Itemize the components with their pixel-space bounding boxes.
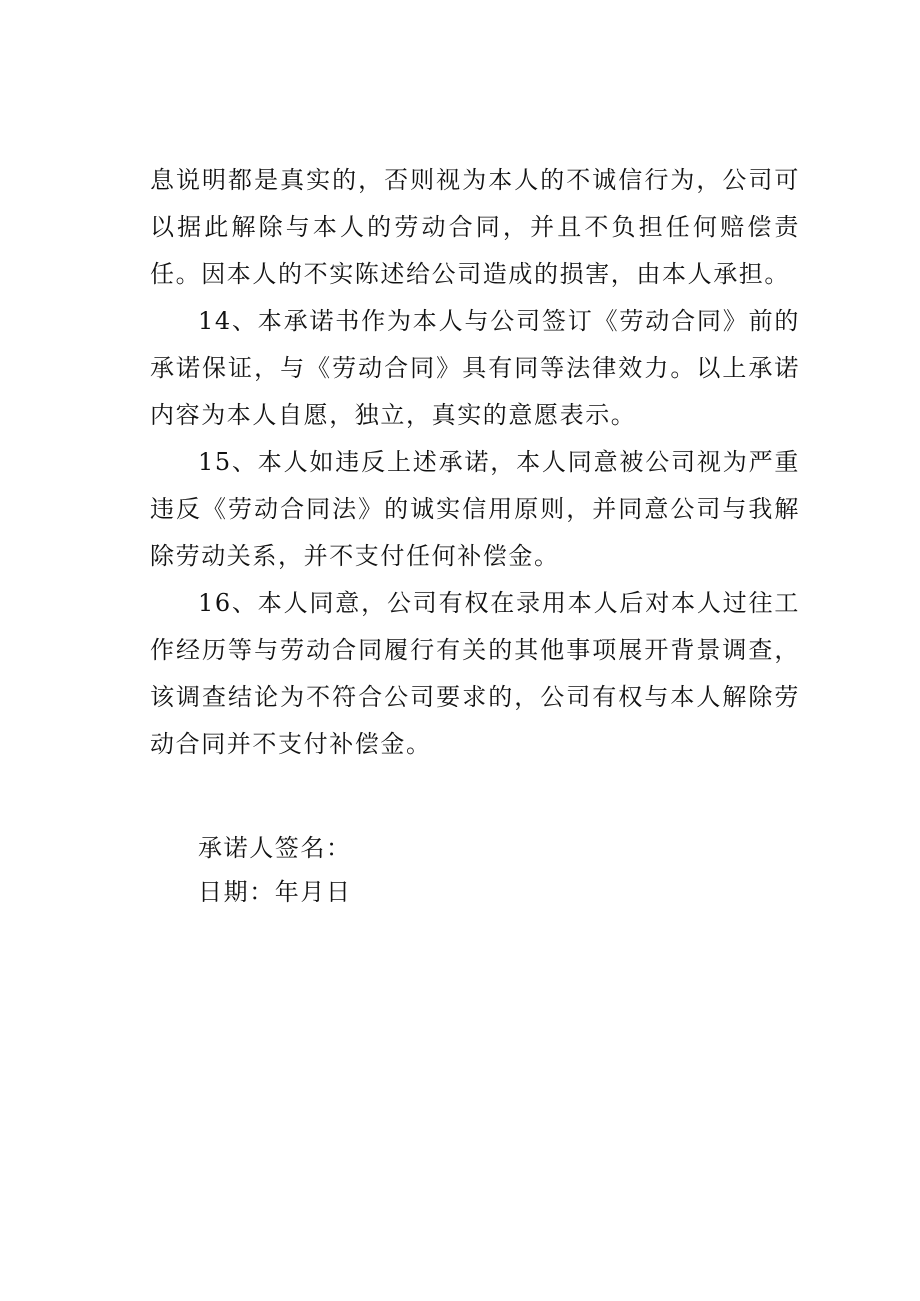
paragraph-15: 15、本人如违反上述承诺，本人同意被公司视为严重违反《劳动合同法》的诚实信用原则，并同意公司与我解除劳动关系，并不支付任何补偿金。	[150, 448, 800, 570]
paragraph-14: 14、本承诺书作为本人与公司签订《劳动合同》前的承诺保证，与《劳动合同》具有同等法律效力。以上承诺内容为本人自愿，独立，真实的意愿表示。	[150, 307, 800, 429]
date-label: 日期：年月日	[198, 878, 352, 906]
paragraph-13-continuation: 息说明都是真实的，否则视为本人的不诚信行为，公司可以据此解除与本人的劳动合同，并且不负担任何赔偿责任。因本人的不实陈述给公司造成的损害，由本人承担。	[150, 166, 800, 288]
signer-label: 承诺人签名：	[198, 834, 352, 862]
document-body	[150, 157, 800, 914]
paragraph-16: 16、本人同意，公司有权在录用本人后对本人过往工作经历等与劳动合同履行有关的其他事项展开背景调查，该调查结论为不符合公司要求的，公司有权与本人解除劳动合同并不支付补偿金。	[150, 589, 800, 758]
signature-block	[150, 826, 800, 914]
